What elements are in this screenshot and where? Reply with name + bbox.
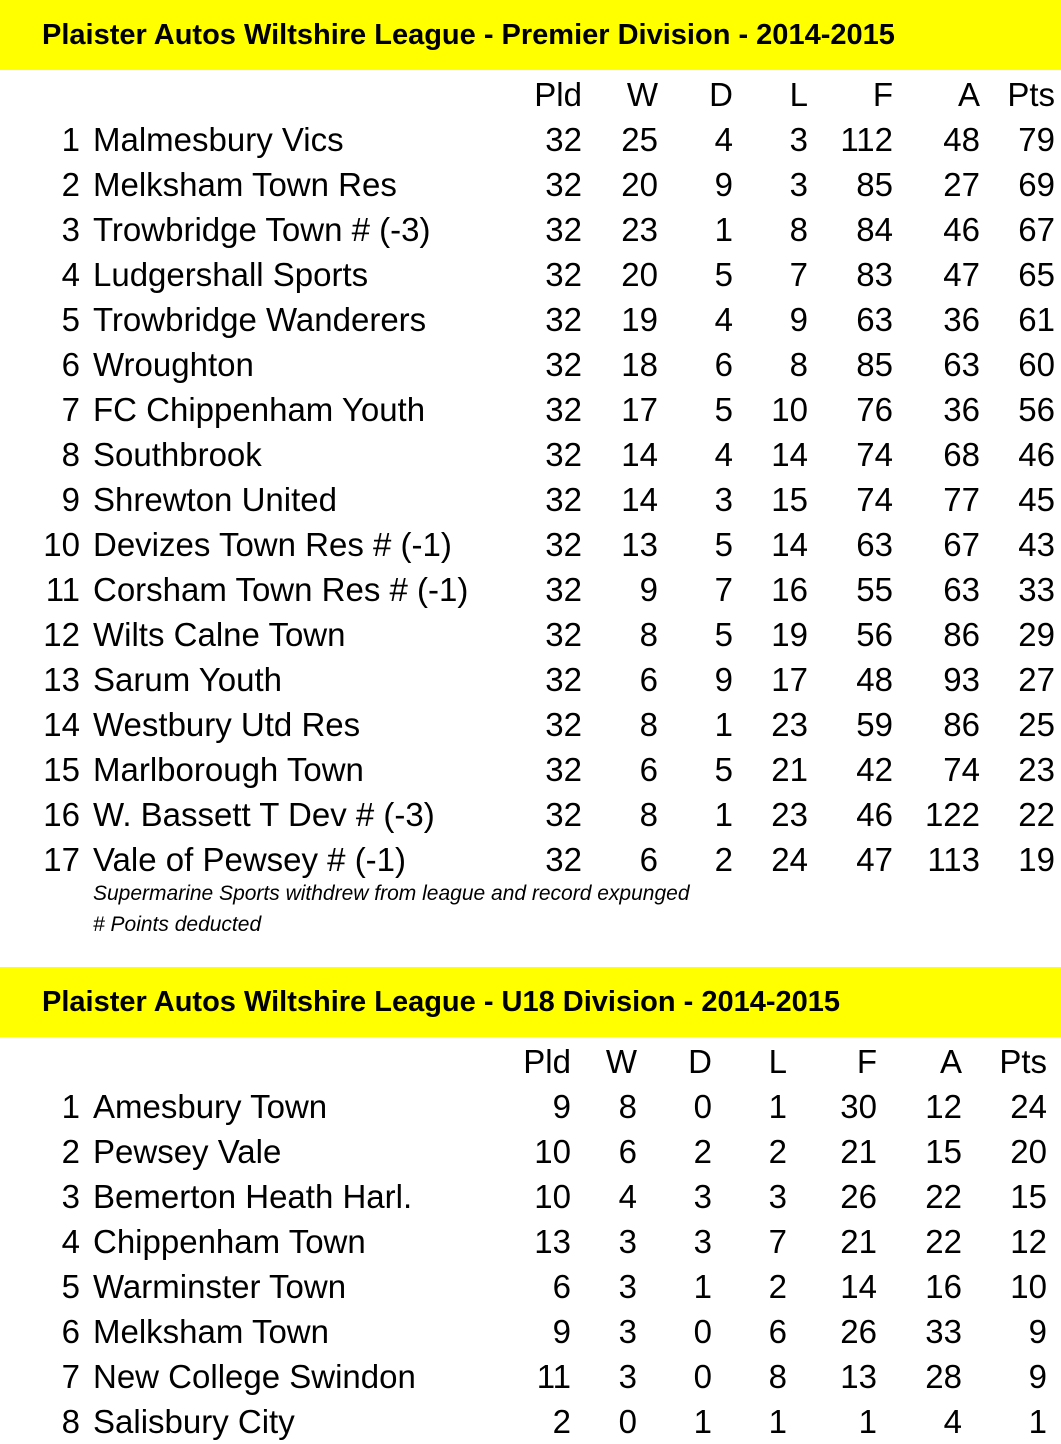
goals-against-cell: 113 — [927, 841, 980, 878]
lost-cell: 8 — [768, 1358, 787, 1395]
team-name-cell: Pewsey Vale — [93, 1133, 282, 1170]
goals-for-cell: 46 — [856, 796, 893, 833]
goals-against-cell: 12 — [925, 1088, 962, 1125]
lost-cell: 3 — [789, 166, 808, 203]
goals-against-cell: 48 — [943, 121, 980, 158]
won-cell: 6 — [639, 841, 658, 878]
goals-for-cell: 30 — [840, 1088, 877, 1125]
lost-cell: 23 — [771, 796, 808, 833]
drawn-cell: 3 — [693, 1223, 712, 1260]
lost-cell: 15 — [771, 481, 808, 518]
column-header-drawn: D — [709, 76, 733, 113]
goals-against-cell: 28 — [925, 1358, 962, 1395]
table-row — [0, 432, 1061, 477]
points-cell: 25 — [1018, 706, 1055, 743]
drawn-cell: 1 — [714, 706, 733, 743]
points-cell: 15 — [1010, 1178, 1047, 1215]
goals-for-cell: 55 — [856, 571, 893, 608]
goals-for-cell: 85 — [856, 166, 893, 203]
team-name-cell: Vale of Pewsey # (-1) — [93, 841, 407, 878]
lost-cell: 7 — [768, 1223, 787, 1260]
played-cell: 13 — [534, 1223, 571, 1260]
lost-cell: 21 — [771, 751, 808, 788]
points-cell: 20 — [1010, 1133, 1047, 1170]
goals-for-cell: 84 — [856, 211, 893, 248]
team-name-cell: Amesbury Town — [93, 1088, 328, 1125]
position-cell: 4 — [61, 256, 80, 293]
position-cell: 6 — [61, 1313, 80, 1350]
position-cell: 4 — [61, 1223, 80, 1260]
team-name-cell: Bemerton Heath Harl. — [93, 1178, 413, 1215]
points-cell: 56 — [1018, 391, 1055, 428]
table-row — [0, 747, 1061, 792]
table-row — [0, 792, 1061, 837]
goals-for-cell: 83 — [856, 256, 893, 293]
goals-against-cell: 16 — [925, 1268, 962, 1305]
column-header-points: Pts — [1007, 76, 1055, 113]
lost-cell: 23 — [771, 706, 808, 743]
won-cell: 13 — [621, 526, 658, 563]
drawn-cell: 5 — [714, 526, 733, 563]
u18-division-title: Plaister Autos Wiltshire League - U18 Division - 2014-2015 — [0, 967, 1061, 1037]
goals-for-cell: 112 — [840, 121, 893, 158]
won-cell: 3 — [618, 1223, 637, 1260]
lost-cell: 2 — [768, 1268, 787, 1305]
goals-against-cell: 36 — [943, 391, 980, 428]
position-cell: 17 — [43, 841, 80, 878]
drawn-cell: 9 — [714, 166, 733, 203]
played-cell: 6 — [552, 1268, 571, 1305]
position-cell: 8 — [61, 1403, 80, 1440]
won-cell: 0 — [618, 1403, 637, 1440]
goals-for-cell: 56 — [856, 616, 893, 653]
won-cell: 6 — [639, 751, 658, 788]
table-row — [0, 522, 1061, 567]
played-cell: 32 — [545, 301, 582, 338]
drawn-cell: 5 — [714, 391, 733, 428]
played-cell: 2 — [552, 1403, 571, 1440]
position-cell: 9 — [61, 481, 80, 518]
lost-cell: 8 — [789, 346, 808, 383]
team-name-cell: Southbrook — [93, 436, 262, 473]
goals-against-cell: 74 — [943, 751, 980, 788]
team-name-cell: Westbury Utd Res — [93, 706, 361, 743]
goals-against-cell: 93 — [943, 661, 980, 698]
lost-cell: 1 — [768, 1088, 787, 1125]
table-row — [0, 1354, 1061, 1399]
column-header-played: Pld — [523, 1043, 571, 1080]
won-cell: 3 — [618, 1358, 637, 1395]
goals-against-cell: 22 — [925, 1178, 962, 1215]
goals-against-cell: 47 — [943, 256, 980, 293]
table-row — [0, 252, 1061, 297]
team-name-cell: Wilts Calne Town — [93, 616, 346, 653]
goals-against-cell: 77 — [943, 481, 980, 518]
points-cell: 43 — [1018, 526, 1055, 563]
won-cell: 6 — [639, 661, 658, 698]
points-cell: 69 — [1018, 166, 1055, 203]
drawn-cell: 5 — [714, 256, 733, 293]
points-cell: 67 — [1018, 211, 1055, 248]
team-name-cell: Devizes Town Res # (-1) — [93, 526, 452, 563]
column-header-goals-against: A — [957, 76, 980, 113]
column-header-goals-for: F — [872, 76, 893, 113]
goals-against-cell: 46 — [943, 211, 980, 248]
column-header-lost: L — [768, 1043, 787, 1080]
goals-for-cell: 74 — [856, 481, 893, 518]
lost-cell: 9 — [789, 301, 808, 338]
drawn-cell: 2 — [714, 841, 733, 878]
table-row — [0, 1219, 1061, 1264]
table-header-row — [0, 72, 1061, 117]
team-name-cell: Trowbridge Town # (-3) — [93, 211, 431, 248]
played-cell: 9 — [552, 1313, 571, 1350]
position-cell: 15 — [43, 751, 80, 788]
table-row — [0, 207, 1061, 252]
team-name-cell: Corsham Town Res # (-1) — [93, 571, 469, 608]
drawn-cell: 4 — [714, 121, 733, 158]
position-cell: 8 — [61, 436, 80, 473]
goals-for-cell: 85 — [856, 346, 893, 383]
team-name-cell: Ludgershall Sports — [93, 256, 369, 293]
lost-cell: 2 — [768, 1133, 787, 1170]
team-name-cell: Melksham Town Res — [93, 166, 397, 203]
column-header-drawn: D — [688, 1043, 712, 1080]
goals-for-cell: 59 — [856, 706, 893, 743]
goals-for-cell: 21 — [840, 1133, 877, 1170]
drawn-cell: 9 — [714, 661, 733, 698]
goals-against-cell: 27 — [943, 166, 980, 203]
won-cell: 20 — [621, 166, 658, 203]
points-cell: 61 — [1018, 301, 1055, 338]
goals-for-cell: 14 — [840, 1268, 877, 1305]
played-cell: 11 — [536, 1358, 571, 1395]
lost-cell: 8 — [789, 211, 808, 248]
goals-for-cell: 48 — [856, 661, 893, 698]
goals-against-cell: 15 — [925, 1133, 962, 1170]
won-cell: 3 — [618, 1313, 637, 1350]
played-cell: 32 — [545, 121, 582, 158]
played-cell: 32 — [545, 211, 582, 248]
lost-cell: 7 — [789, 256, 808, 293]
played-cell: 9 — [552, 1088, 571, 1125]
position-cell: 5 — [61, 1268, 80, 1305]
won-cell: 14 — [621, 436, 658, 473]
goals-for-cell: 47 — [856, 841, 893, 878]
drawn-cell: 5 — [714, 751, 733, 788]
position-cell: 1 — [61, 1088, 80, 1125]
lost-cell: 10 — [771, 391, 808, 428]
table-row — [0, 387, 1061, 432]
premier-note-points-deducted: # Points deducted — [93, 913, 262, 936]
goals-against-cell: 122 — [924, 796, 980, 833]
points-cell: 12 — [1010, 1223, 1047, 1260]
won-cell: 19 — [621, 301, 658, 338]
position-cell: 3 — [61, 211, 80, 248]
table-row — [0, 837, 1061, 882]
won-cell: 8 — [639, 706, 658, 743]
played-cell: 32 — [545, 346, 582, 383]
goals-for-cell: 26 — [840, 1178, 877, 1215]
points-cell: 9 — [1028, 1358, 1047, 1395]
won-cell: 18 — [621, 346, 658, 383]
lost-cell: 6 — [768, 1313, 787, 1350]
drawn-cell: 6 — [714, 346, 733, 383]
table-row — [0, 1174, 1061, 1219]
goals-for-cell: 74 — [856, 436, 893, 473]
team-name-cell: Trowbridge Wanderers — [93, 301, 427, 338]
lost-cell: 1 — [768, 1403, 787, 1440]
points-cell: 45 — [1018, 481, 1055, 518]
points-cell: 10 — [1010, 1268, 1047, 1305]
team-name-cell: Malmesbury Vics — [93, 121, 344, 158]
drawn-cell: 1 — [693, 1268, 712, 1305]
lost-cell: 3 — [768, 1178, 787, 1215]
position-cell: 14 — [43, 706, 80, 743]
played-cell: 10 — [534, 1178, 571, 1215]
table-row — [0, 117, 1061, 162]
won-cell: 8 — [639, 796, 658, 833]
column-header-lost: L — [789, 76, 808, 113]
won-cell: 6 — [618, 1133, 637, 1170]
won-cell: 23 — [621, 211, 658, 248]
points-cell: 29 — [1018, 616, 1055, 653]
drawn-cell: 0 — [693, 1088, 712, 1125]
goals-against-cell: 68 — [943, 436, 980, 473]
table-row — [0, 1399, 1061, 1444]
points-cell: 22 — [1018, 796, 1055, 833]
position-cell: 2 — [61, 1133, 80, 1170]
team-name-cell: FC Chippenham Youth — [93, 391, 426, 428]
goals-for-cell: 76 — [856, 391, 893, 428]
team-name-cell: Shrewton United — [93, 481, 337, 518]
drawn-cell: 4 — [714, 301, 733, 338]
goals-against-cell: 36 — [943, 301, 980, 338]
won-cell: 4 — [618, 1178, 637, 1215]
goals-against-cell: 67 — [943, 526, 980, 563]
position-cell: 2 — [61, 166, 80, 203]
played-cell: 32 — [545, 616, 582, 653]
played-cell: 10 — [534, 1133, 571, 1170]
played-cell: 32 — [545, 841, 582, 878]
premier-note-withdrawn: Supermarine Sports withdrew from league and record expunged — [93, 882, 690, 905]
drawn-cell: 2 — [693, 1133, 712, 1170]
position-cell: 13 — [43, 661, 80, 698]
table-row — [0, 1084, 1061, 1129]
drawn-cell: 1 — [714, 796, 733, 833]
position-cell: 12 — [43, 616, 80, 653]
goals-against-cell: 4 — [943, 1403, 962, 1440]
played-cell: 32 — [545, 256, 582, 293]
table-row — [0, 657, 1061, 702]
points-cell: 60 — [1018, 346, 1055, 383]
points-cell: 46 — [1018, 436, 1055, 473]
table-row — [0, 612, 1061, 657]
drawn-cell: 7 — [714, 571, 733, 608]
goals-for-cell: 13 — [840, 1358, 877, 1395]
goals-for-cell: 1 — [858, 1403, 877, 1440]
goals-for-cell: 63 — [856, 301, 893, 338]
goals-against-cell: 33 — [925, 1313, 962, 1350]
won-cell: 14 — [621, 481, 658, 518]
played-cell: 32 — [545, 391, 582, 428]
played-cell: 32 — [545, 571, 582, 608]
table-row — [0, 567, 1061, 612]
goals-against-cell: 86 — [943, 706, 980, 743]
table-row — [0, 297, 1061, 342]
team-name-cell: Chippenham Town — [93, 1223, 366, 1260]
column-header-played: Pld — [534, 76, 582, 113]
lost-cell: 17 — [771, 661, 808, 698]
team-name-cell: Wroughton — [93, 346, 254, 383]
position-cell: 6 — [61, 346, 80, 383]
position-cell: 7 — [61, 1358, 80, 1395]
points-cell: 33 — [1018, 571, 1055, 608]
goals-for-cell: 21 — [840, 1223, 877, 1260]
won-cell: 8 — [639, 616, 658, 653]
played-cell: 32 — [545, 796, 582, 833]
points-cell: 9 — [1028, 1313, 1047, 1350]
lost-cell: 24 — [771, 841, 808, 878]
played-cell: 32 — [545, 436, 582, 473]
goals-against-cell: 63 — [943, 346, 980, 383]
drawn-cell: 3 — [693, 1178, 712, 1215]
table-row — [0, 1264, 1061, 1309]
points-cell: 65 — [1018, 256, 1055, 293]
played-cell: 32 — [545, 526, 582, 563]
position-cell: 16 — [43, 796, 80, 833]
won-cell: 20 — [621, 256, 658, 293]
table-row — [0, 342, 1061, 387]
points-cell: 19 — [1018, 841, 1055, 878]
goals-against-cell: 63 — [943, 571, 980, 608]
points-cell: 79 — [1018, 121, 1055, 158]
drawn-cell: 0 — [693, 1358, 712, 1395]
won-cell: 8 — [618, 1088, 637, 1125]
goals-against-cell: 22 — [925, 1223, 962, 1260]
lost-cell: 19 — [771, 616, 808, 653]
drawn-cell: 0 — [693, 1313, 712, 1350]
lost-cell: 3 — [789, 121, 808, 158]
team-name-cell: Warminster Town — [93, 1268, 347, 1305]
position-cell: 5 — [61, 301, 80, 338]
goals-for-cell: 26 — [840, 1313, 877, 1350]
position-cell: 11 — [45, 571, 80, 608]
table-row — [0, 1309, 1061, 1354]
goals-for-cell: 63 — [856, 526, 893, 563]
column-header-goals-against: A — [939, 1043, 962, 1080]
points-cell: 1 — [1028, 1403, 1047, 1440]
points-cell: 23 — [1018, 751, 1055, 788]
team-name-cell: New College Swindon — [93, 1358, 416, 1395]
column-header-won: W — [626, 76, 658, 113]
drawn-cell: 4 — [714, 436, 733, 473]
lost-cell: 14 — [771, 526, 808, 563]
premier-division-title: Plaister Autos Wiltshire League - Premier Division - 2014-2015 — [0, 0, 1061, 70]
position-cell: 7 — [61, 391, 80, 428]
goals-for-cell: 42 — [856, 751, 893, 788]
drawn-cell: 5 — [714, 616, 733, 653]
team-name-cell: Marlborough Town — [93, 751, 364, 788]
lost-cell: 16 — [771, 571, 808, 608]
won-cell: 17 — [621, 391, 658, 428]
table-row — [0, 702, 1061, 747]
team-name-cell: W. Bassett T Dev # (-3) — [93, 796, 435, 833]
drawn-cell: 1 — [693, 1403, 712, 1440]
points-cell: 24 — [1010, 1088, 1047, 1125]
team-name-cell: Salisbury City — [93, 1403, 295, 1440]
won-cell: 3 — [618, 1268, 637, 1305]
played-cell: 32 — [545, 751, 582, 788]
table-row — [0, 162, 1061, 207]
points-cell: 27 — [1018, 661, 1055, 698]
won-cell: 9 — [639, 571, 658, 608]
position-cell: 10 — [43, 526, 80, 563]
won-cell: 25 — [621, 121, 658, 158]
column-header-points: Pts — [999, 1043, 1047, 1080]
played-cell: 32 — [545, 661, 582, 698]
lost-cell: 14 — [771, 436, 808, 473]
table-row — [0, 477, 1061, 522]
goals-against-cell: 86 — [943, 616, 980, 653]
table-row — [0, 1129, 1061, 1174]
column-header-goals-for: F — [856, 1043, 877, 1080]
table-header-row — [0, 1039, 1061, 1084]
drawn-cell: 1 — [714, 211, 733, 248]
played-cell: 32 — [545, 706, 582, 743]
position-cell: 3 — [61, 1178, 80, 1215]
played-cell: 32 — [545, 481, 582, 518]
drawn-cell: 3 — [714, 481, 733, 518]
position-cell: 1 — [61, 121, 80, 158]
column-header-won: W — [605, 1043, 637, 1080]
team-name-cell: Sarum Youth — [93, 661, 282, 698]
played-cell: 32 — [545, 166, 582, 203]
team-name-cell: Melksham Town — [93, 1313, 329, 1350]
